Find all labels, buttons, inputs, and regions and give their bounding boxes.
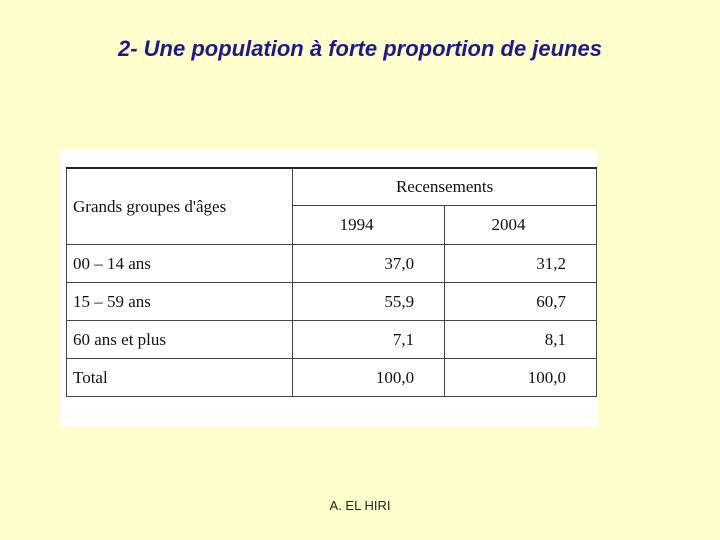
year-2004-header: 2004 (445, 206, 597, 245)
year-1994-header: 1994 (293, 206, 445, 245)
census-table-image (60, 150, 597, 427)
age-groups-header: Grands groupes d'âges (67, 168, 293, 245)
slide-title: 2- Une population à forte proportion de jeunes (117, 36, 602, 61)
row-label: 60 ans et plus (67, 321, 293, 359)
value-2004: 8,1 (445, 321, 597, 359)
recensements-header: Recensements (293, 168, 597, 206)
table-row (67, 283, 597, 321)
value-2004: 31,2 (445, 245, 597, 283)
row-label: 00 – 14 ans (67, 245, 293, 283)
table-row (67, 321, 597, 359)
slide-footer: A. EL HIRI (329, 498, 391, 513)
row-label: 15 – 59 ans (67, 283, 293, 321)
table-row (67, 245, 597, 283)
value-1994: 37,0 (293, 245, 445, 283)
census-table (66, 167, 597, 397)
value-1994: 55,9 (293, 283, 445, 321)
table-header-row (67, 168, 597, 206)
row-label: Total (67, 359, 293, 397)
value-2004: 60,7 (445, 283, 597, 321)
value-1994: 7,1 (293, 321, 445, 359)
table-row-total (67, 359, 597, 397)
value-2004: 100,0 (445, 359, 597, 397)
value-1994: 100,0 (293, 359, 445, 397)
